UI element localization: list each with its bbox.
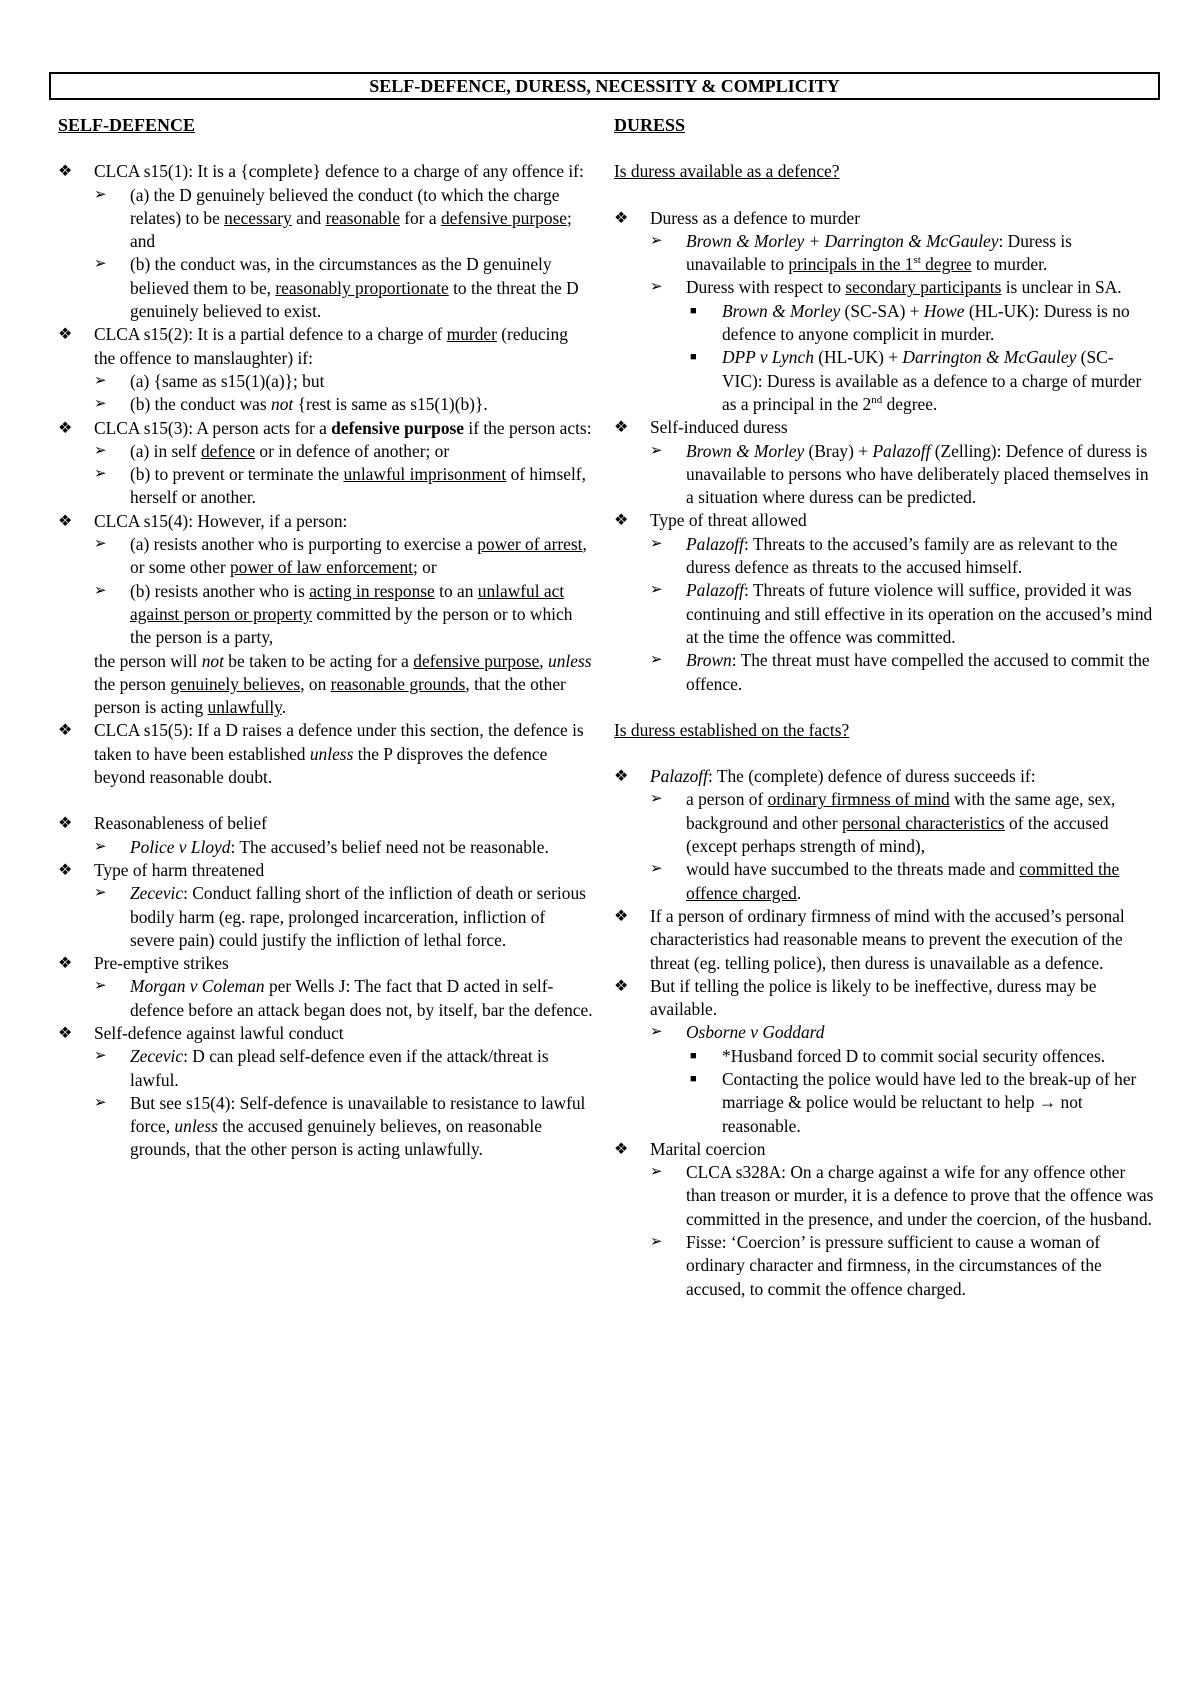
arrow-bullet-icon: ➢ <box>650 1234 663 1251</box>
diamond-bullet-icon: ❖ <box>58 419 73 437</box>
square-bullet-icon: ■ <box>690 304 697 317</box>
duress-murder-item: ❖ Duress as a defence to murder ➢ Brown & Morley + Darrington & McGauley: Duress is unavailable to principals in the 1st degree to murder. ➢ Duress with respect to secondary participants is unclear in SA. ■ Brown & Morley (SC-SA) + Howe (HL-UK): Duress is no defence to anyone complicit in murder. ■ DPP v Lynch (HL-UK) + Darrington & McGauley (SC-VIC): Duress is available as a defence to a charge of murder as a principal in the 2nd degree. <box>614 207 1154 417</box>
brown-morley-palazoff: ➢ Brown & Morley (Bray) + Palazoff (Zelling): Defence of duress is unavailable to persons who have deliberately placed themselves in a situation where duress can be predicted. <box>650 440 1149 508</box>
s15-2-a: ➢ (a) {same as s15(1)(a)}; but <box>94 370 593 393</box>
but-see-s15-4: ➢ But see s15(4): Self-defence is unavailable to resistance to lawful force, unless the accused genuinely believes, on reasonable grounds, that the other person is acting unlawfully. <box>94 1092 586 1160</box>
self-induced-item: ❖ Self-induced duress ➢ Brown & Morley (Bray) + Palazoff (Zelling): Defence of duress is unavailable to persons who have deliberately placed themselves in a situation where duress can be predicted. <box>614 416 1154 509</box>
arrow-bullet-icon: ➢ <box>650 1024 663 1041</box>
ordinary-firmness: ➢ a person of ordinary firmness of mind with the same age, sex, background and other personal characteristics of the accused (except perhaps strength of mind), <box>650 789 1116 857</box>
arrow-bullet-icon: ➢ <box>650 791 663 808</box>
reasonable-means-item: ❖ If a person of ordinary firmness of mind with the accused’s personal characteristics had reasonable means to prevent the execution of the threat (eg. telling police), then duress is unavailable as a defence. <box>614 905 1125 973</box>
arrow-bullet-icon: ➢ <box>94 396 107 413</box>
arrow-bullet-icon: ➢ <box>650 279 663 296</box>
s15-5-item: ❖ CLCA s15(5): If a D raises a defence under this section, the defence is taken to have been established unless the P disproves the defence beyond reasonable doubt. <box>58 720 584 788</box>
harm-threatened-item: ❖ Type of harm threatened ➢ Zecevic: Conduct falling short of the infliction of death or serious bodily harm (eg. rape, prolonged incarceration, infliction of severe pain) could justify the infliction of lethal force. <box>58 859 593 952</box>
duress-column <box>614 114 1154 1301</box>
right-arrow-icon: → <box>1038 1092 1057 1113</box>
arrow-bullet-icon: ➢ <box>94 978 107 995</box>
s15-2-b: ➢ (b) the conduct was not {rest is same as s15(1)(b)}. <box>94 393 593 416</box>
duress-available-question: Is duress available as a defence? <box>614 161 840 182</box>
diamond-bullet-icon: ❖ <box>58 815 73 833</box>
diamond-bullet-icon: ❖ <box>614 209 629 227</box>
arrow-bullet-icon: ➢ <box>94 442 107 459</box>
arrow-bullet-icon: ➢ <box>650 861 663 878</box>
zecevic-harm: ➢ Zecevic: Conduct falling short of the infliction of death or serious bodily harm (eg. rape, prolonged incarceration, infliction of severe pain) could justify the infliction of lethal force. <box>94 883 586 950</box>
arrow-bullet-icon: ➢ <box>94 372 107 389</box>
diamond-bullet-icon: ❖ <box>58 955 73 973</box>
arrow-bullet-icon: ➢ <box>94 1094 107 1111</box>
arrow-bullet-icon: ➢ <box>650 232 663 249</box>
palazoff-test-item: ❖ Palazoff: The (complete) defence of duress succeeds if: ➢ a person of ordinary firmness of mind with the same age, sex, background and other personal characteristics of the accused (except perhaps strength of mind), ➢ would have succumbed to the threats made and committed the offence charged. <box>614 765 1154 905</box>
arrow-bullet-icon: ➢ <box>94 466 107 483</box>
brown-morley-darrington: ➢ Brown & Morley + Darrington & McGauley: Duress is unavailable to principals in the 1st degree to murder. <box>650 230 1072 275</box>
s15-4-conclusion: the person will not be taken to be acting for a defensive purpose, unless the person genuinely believes, on reasonable grounds, that the other person is acting unlawfully. <box>94 650 592 718</box>
self-defence-heading: SELF-DEFENCE <box>58 115 196 135</box>
self-defence-column <box>58 114 593 1162</box>
succumbed: ➢ would have succumbed to the threats made and committed the offence charged. <box>650 859 1120 903</box>
arrow-bullet-icon: ➢ <box>94 885 107 902</box>
pre-emptive-item: ❖ Pre-emptive strikes ➢ Morgan v Coleman per Wells J: The fact that D acted in self-defence before an attack began does not, by itself, bar the defence. <box>58 952 593 1022</box>
s15-3-a: ➢ (a) in self defence or in defence of another; or <box>94 440 593 463</box>
arrow-bullet-icon: ➢ <box>650 582 663 599</box>
s15-2-item: ❖ CLCA s15(2): It is a partial defence to a charge of murder (reducing the offence to manslaughter) if: ➢ (a) {same as s15(1)(a)}; but ➢ (b) the conduct was not {rest is same as s15(1)(b)}. <box>58 323 593 416</box>
reasonableness-item: ❖ Reasonableness of belief ➢ Police v Lloyd: The accused’s belief need not be reasonable. <box>58 812 593 859</box>
police-v-lloyd: ➢ Police v Lloyd: The accused’s belief need not be reasonable. <box>94 836 593 859</box>
diamond-bullet-icon: ❖ <box>614 512 629 530</box>
s15-4-item: ❖ CLCA s15(4): However, if a person: ➢ (a) resists another who is purporting to exercise a power of arrest, or some other power of law enforcement; or ➢ (b) resists another who is acting in response to an unlawful act against person or property committed by the person or to which the person is a party, the person will not be taken to be acting for a defensive purpose, unless the person genuinely believes, on reasonable grounds, that the other person is acting unlawfully. <box>58 510 593 720</box>
police-ineffective-item: ❖ But if telling the police is likely to be ineffective, duress may be available. ➢ Osborne v Goddard ■ *Husband forced D to commit social security offences. ■ Contacting the police would have led to the break-up of her marriage & police would be reluctant to help → not reasonable. <box>614 975 1154 1138</box>
arrow-bullet-icon: ➢ <box>94 256 107 273</box>
s15-4-a: ➢ (a) resists another who is purporting to exercise a power of arrest, or some other power of law enforcement; or <box>94 534 587 578</box>
palazoff-future: ➢ Palazoff: Threats of future violence will suffice, provided it was continuing and still effective in its operation on the accused’s mind at the time the offence was committed. <box>650 580 1153 647</box>
diamond-bullet-icon: ❖ <box>58 163 73 181</box>
arrow-bullet-icon: ➢ <box>94 838 107 855</box>
diamond-bullet-icon: ❖ <box>58 861 73 879</box>
s15-1-item: ❖ CLCA s15(1): It is a {complete} defence to a charge of any offence if: ➢ (a) the D genuinely believed the conduct (to which the charge relates) to be necessary and reasonable for a defensive purpose; and ➢ (b) the conduct was, in the circumstances as the D genuinely believed them to be, reasonably proportionate to the threat the D genuinely believed to exist. <box>58 160 593 323</box>
square-bullet-icon: ■ <box>690 351 697 364</box>
s15-3-b: ➢ (b) to prevent or terminate the unlawful imprisonment of himself, herself or another. <box>94 464 586 508</box>
husband-forced: ■ *Husband forced D to commit social security offences. <box>686 1045 1154 1068</box>
diamond-bullet-icon: ❖ <box>614 907 629 925</box>
arrow-bullet-icon: ➢ <box>94 1048 107 1065</box>
brown-compelled: ➢ Brown: The threat must have compelled the accused to commit the offence. <box>650 650 1150 694</box>
threat-type-item: ❖ Type of threat allowed ➢ Palazoff: Threats to the accused’s family are as relevant to the duress defence as threats to the accused himself. ➢ Palazoff: Threats of future violence will suffice, provided it was continuing and still effective in its operation on the accused’s mind at the time the offence was committed. ➢ Brown: The threat must have compelled the accused to commit the offence. <box>614 509 1154 695</box>
diamond-bullet-icon: ❖ <box>614 768 629 786</box>
diamond-bullet-icon: ❖ <box>58 326 73 344</box>
diamond-bullet-icon: ❖ <box>614 1140 629 1158</box>
brown-morley-howe: ■ Brown & Morley (SC-SA) + Howe (HL-UK): Duress is no defence to anyone complicit in murder. <box>690 300 1130 345</box>
arrow-bullet-icon: ➢ <box>650 535 663 552</box>
arrow-bullet-icon: ➢ <box>94 186 107 203</box>
marital-coercion-item: ❖ Marital coercion ➢ CLCA s328A: On a charge against a wife for any offence other than treason or murder, it is a defence to prove that the offence was committed in the presence, and under the coercion, of the husband. ➢ Fisse: ‘Coercion’ is pressure sufficient to cause a woman of ordinary character and firmness, in the circumstances of the accused, to commit the offence charged. <box>614 1138 1154 1301</box>
s15-1-a: ➢ (a) the D genuinely believed the conduct (to which the charge relates) to be necessary and reasonable for a defensive purpose; and <box>94 184 572 252</box>
square-bullet-icon: ■ <box>690 1049 697 1062</box>
square-bullet-icon: ■ <box>690 1072 697 1085</box>
diamond-bullet-icon: ❖ <box>614 977 629 995</box>
clca-s328a: ➢ CLCA s328A: On a charge against a wife for any offence other than treason or murder, it is a defence to prove that the offence was committed in the presence, and under the coercion, of the husband. <box>650 1162 1154 1229</box>
s15-1-b: ➢ (b) the conduct was, in the circumstances as the D genuinely believed them to be, reasonably proportionate to the threat the D genuinely believed to exist. <box>94 254 579 322</box>
duress-heading: DURESS <box>614 115 686 135</box>
arrow-bullet-icon: ➢ <box>650 652 663 669</box>
dpp-v-lynch: ■ DPP v Lynch (HL-UK) + Darrington & McGauley (SC-VIC): Duress is available as a defence to a charge of murder as a principal in the 2nd degree. <box>690 347 1142 414</box>
lawful-conduct-item: ❖ Self-defence against lawful conduct ➢ Zecevic: D can plead self-defence even if the attack/threat is lawful. ➢ But see s15(4): Self-defence is unavailable to resistance to lawful force, unless the accused genuinely believes, on reasonable grounds, that the other person is acting unlawfully. <box>58 1022 593 1162</box>
arrow-bullet-icon: ➢ <box>94 582 107 599</box>
arrow-bullet-icon: ➢ <box>650 442 663 459</box>
arrow-bullet-icon: ➢ <box>650 1164 663 1181</box>
contacting-police: ■ Contacting the police would have led to the break-up of her marriage & police would be reluctant to help → not reasonable. <box>690 1068 1137 1136</box>
diamond-bullet-icon: ❖ <box>58 512 73 530</box>
page-title: SELF-DEFENCE, DURESS, NECESSITY & COMPLICITY <box>49 72 1160 100</box>
secondary-participants: ➢ Duress with respect to secondary participants is unclear in SA. ■ Brown & Morley (SC-SA) + Howe (HL-UK): Duress is no defence to anyone complicit in murder. ■ DPP v Lynch (HL-UK) + Darrington & McGauley (SC-VIC): Duress is available as a defence to a charge of murder as a principal in the 2nd degree. <box>650 276 1154 416</box>
diamond-bullet-icon: ❖ <box>58 1024 73 1042</box>
osborne-v-goddard: ➢ Osborne v Goddard ■ *Husband forced D to commit social security offences. ■ Contacting the police would have led to the break-up of her marriage & police would be reluctant to help → not reasonable. <box>650 1021 1154 1137</box>
zecevic-lawful: ➢ Zecevic: D can plead self-defence even if the attack/threat is lawful. <box>94 1046 549 1090</box>
diamond-bullet-icon: ❖ <box>614 419 629 437</box>
fisse-coercion: ➢ Fisse: ‘Coercion’ is pressure sufficient to cause a woman of ordinary character and firmness, in the circumstances of the accused, to commit the offence charged. <box>650 1232 1102 1299</box>
duress-established-question: Is duress established on the facts? <box>614 719 850 740</box>
palazoff-family: ➢ Palazoff: Threats to the accused’s family are as relevant to the duress defence as threats to the accused himself. <box>650 533 1118 578</box>
s15-3-item: ❖ CLCA s15(3): A person acts for a defensive purpose if the person acts: ➢ (a) in self defence or in defence of another; or ➢ (b) to prevent or terminate the unlawful imprisonment of himself, herself or another. <box>58 417 593 510</box>
morgan-v-coleman: ➢ Morgan v Coleman per Wells J: The fact that D acted in self-defence before an attack began does not, by itself, bar the defence. <box>94 976 593 1020</box>
diamond-bullet-icon: ❖ <box>58 722 73 740</box>
s15-4-b: ➢ (b) resists another who is acting in response to an unlawful act against person or property committed by the person or to which the person is a party, <box>94 580 573 648</box>
arrow-bullet-icon: ➢ <box>94 536 107 553</box>
